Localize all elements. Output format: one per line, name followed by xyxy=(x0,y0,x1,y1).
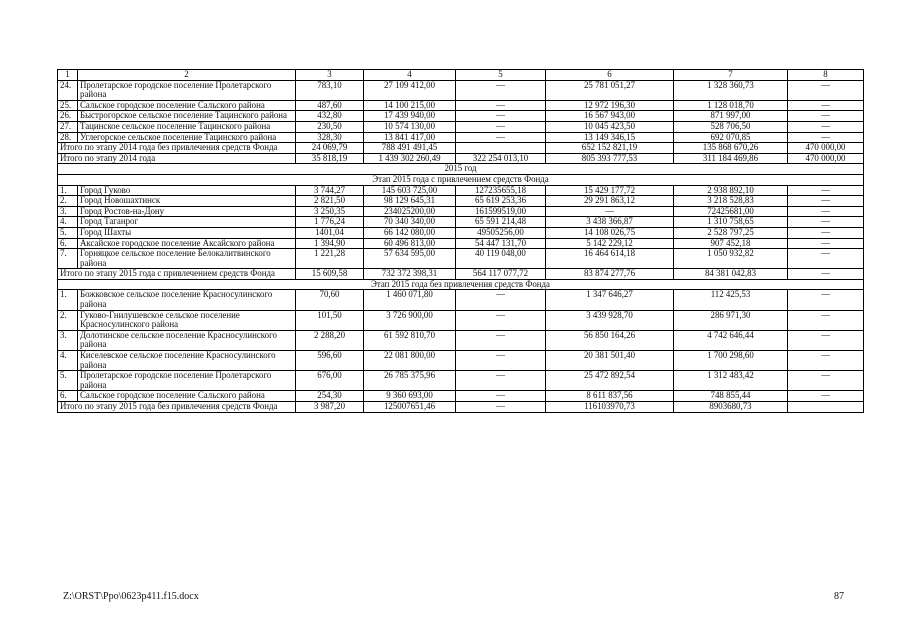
cell-total-cost: 1 439 302 260,49 xyxy=(364,153,456,164)
cell-regional-budget: 15 429 177,72 xyxy=(546,185,674,196)
cell-area: 101,50 xyxy=(296,310,364,330)
table-row xyxy=(58,217,864,228)
cell-regional-budget: — xyxy=(546,206,674,217)
cell-area: 328,30 xyxy=(296,132,364,143)
municipality-name: Пролетарское городское поселение Пролетарского района xyxy=(78,371,296,391)
municipality-name: Гуково-Гнилушевское сельское поселение Красносулинского района xyxy=(78,310,296,330)
cell-fund: — xyxy=(456,391,546,402)
municipality-name: Горняцкое сельское поселение Белокалитвинского района xyxy=(78,249,296,269)
cell-other: — xyxy=(788,249,864,269)
cell-local-budget: 692 070,85 xyxy=(674,132,788,143)
table-row xyxy=(58,290,864,310)
row-number: 25. xyxy=(58,100,78,111)
page-number: 87 xyxy=(834,591,844,602)
cell-regional-budget: 20 381 501,40 xyxy=(546,351,674,371)
municipality-name: Тацинское сельское поселение Тацинского района xyxy=(78,121,296,132)
cell-local-budget: 286 971,30 xyxy=(674,310,788,330)
cell-regional-budget: 12 972 196,30 xyxy=(546,100,674,111)
cell-total-cost: 234025200,00 xyxy=(364,206,456,217)
cell-local-budget: 1 328 360,73 xyxy=(674,80,788,100)
section-header-row xyxy=(58,174,864,185)
cell-total-cost: 26 785 375,96 xyxy=(364,371,456,391)
cell-local-budget: 4 742 646,44 xyxy=(674,330,788,350)
cell-other: 470 000,00 xyxy=(788,153,864,164)
cell-other: — xyxy=(788,269,864,280)
table-row xyxy=(58,391,864,402)
row-number: 2. xyxy=(58,310,78,330)
cell-fund: — xyxy=(456,371,546,391)
cell-total-cost: 66 142 080,00 xyxy=(364,227,456,238)
header-row xyxy=(58,70,864,81)
cell-fund: 322 254 013,10 xyxy=(456,153,546,164)
cell-area: 1401,04 xyxy=(296,227,364,238)
cell-other: — xyxy=(788,111,864,122)
cell-local-budget: 311 184 469,86 xyxy=(674,153,788,164)
row-number: 1. xyxy=(58,290,78,310)
table-row xyxy=(58,132,864,143)
total-label: Итого по этапу 2015 года без привлечения средств Фонда xyxy=(58,402,296,413)
header-cell: 3 xyxy=(296,70,364,81)
cell-other: — xyxy=(788,206,864,217)
cell-regional-budget: 56 850 164,26 xyxy=(546,330,674,350)
row-number: 6. xyxy=(58,391,78,402)
cell-total-cost: 57 634 595,00 xyxy=(364,249,456,269)
cell-other: — xyxy=(788,310,864,330)
footer-file-path: Z:\ORST\Ppo\0623p411.f15.docx xyxy=(63,591,199,602)
row-number: 6. xyxy=(58,238,78,249)
cell-regional-budget: 16 464 614,18 xyxy=(546,249,674,269)
municipality-name: Город Ростов-на-Дону xyxy=(78,206,296,217)
row-number: 4. xyxy=(58,351,78,371)
header-cell: 6 xyxy=(546,70,674,81)
cell-area: 596,60 xyxy=(296,351,364,371)
cell-other: — xyxy=(788,391,864,402)
cell-area: 230,50 xyxy=(296,121,364,132)
municipality-name: Пролетарское городское поселение Пролетарского района xyxy=(78,80,296,100)
cell-local-budget: 135 868 670,26 xyxy=(674,143,788,154)
cell-total-cost: 61 592 810,70 xyxy=(364,330,456,350)
cell-area: 15 609,58 xyxy=(296,269,364,280)
total-label: Итого по этапу 2015 года с привлечением средств Фонда xyxy=(58,269,296,280)
cell-fund: 127235655,18 xyxy=(456,185,546,196)
cell-regional-budget: 652 152 821,19 xyxy=(546,143,674,154)
cell-regional-budget: 3 439 928,70 xyxy=(546,310,674,330)
table-row xyxy=(58,121,864,132)
cell-fund: — xyxy=(456,100,546,111)
cell-fund xyxy=(456,143,546,154)
cell-total-cost: 14 100 215,00 xyxy=(364,100,456,111)
table-row xyxy=(58,371,864,391)
cell-local-budget: 8903680,73 xyxy=(674,402,788,413)
municipality-name: Долотинское сельское поселение Красносулинского района xyxy=(78,330,296,350)
total-row xyxy=(58,402,864,413)
cell-regional-budget: 10 045 423,50 xyxy=(546,121,674,132)
cell-fund: — xyxy=(456,402,546,413)
data-table xyxy=(57,69,864,413)
cell-local-budget: 72425681,00 xyxy=(674,206,788,217)
cell-regional-budget: 805 393 777,53 xyxy=(546,153,674,164)
cell-local-budget: 1 050 932,82 xyxy=(674,249,788,269)
cell-fund: — xyxy=(456,132,546,143)
cell-total-cost: 60 496 813,00 xyxy=(364,238,456,249)
table-row xyxy=(58,111,864,122)
cell-area: 1 221,28 xyxy=(296,249,364,269)
cell-total-cost: 17 439 940,00 xyxy=(364,111,456,122)
table-row xyxy=(58,351,864,371)
cell-area: 254,30 xyxy=(296,391,364,402)
cell-area: 70,60 xyxy=(296,290,364,310)
municipality-name: Киселевское сельское поселение Красносулинского района xyxy=(78,351,296,371)
municipality-name: Город Шахты xyxy=(78,227,296,238)
cell-area: 2 821,50 xyxy=(296,196,364,207)
cell-total-cost: 732 372 398,31 xyxy=(364,269,456,280)
row-number: 7. xyxy=(58,249,78,269)
cell-regional-budget: 25 472 892,54 xyxy=(546,371,674,391)
cell-total-cost: 1 460 071,80 xyxy=(364,290,456,310)
section-title: 2015 год xyxy=(58,164,864,175)
section-header-row xyxy=(58,279,864,290)
cell-local-budget: 3 218 528,83 xyxy=(674,196,788,207)
table-row xyxy=(58,185,864,196)
total-label: Итого по этапу 2014 года без привлечения средств Фонда xyxy=(58,143,296,154)
cell-total-cost: 70 340 340,00 xyxy=(364,217,456,228)
cell-other: — xyxy=(788,185,864,196)
cell-fund: — xyxy=(456,121,546,132)
cell-total-cost: 13 841 417,00 xyxy=(364,132,456,143)
cell-fund: 564 117 077,72 xyxy=(456,269,546,280)
cell-fund: — xyxy=(456,290,546,310)
row-number: 2. xyxy=(58,196,78,207)
cell-fund: 65 591 214,48 xyxy=(456,217,546,228)
cell-area: 3 987,20 xyxy=(296,402,364,413)
cell-other: 470 000,00 xyxy=(788,143,864,154)
cell-total-cost: 788 491 491,45 xyxy=(364,143,456,154)
cell-local-budget: 2 528 797,25 xyxy=(674,227,788,238)
cell-regional-budget: 14 108 026,75 xyxy=(546,227,674,238)
cell-other: — xyxy=(788,238,864,249)
cell-other: — xyxy=(788,217,864,228)
section-title: Этап 2015 года с привлечением средств Фонда xyxy=(58,174,864,185)
cell-area: 1 394,90 xyxy=(296,238,364,249)
cell-area: 432,80 xyxy=(296,111,364,122)
cell-other: — xyxy=(788,132,864,143)
cell-other: — xyxy=(788,330,864,350)
table-row xyxy=(58,330,864,350)
municipality-name: Сальское городское поселение Сальского района xyxy=(78,100,296,111)
cell-total-cost: 9 360 693,00 xyxy=(364,391,456,402)
cell-local-budget: 528 706,50 xyxy=(674,121,788,132)
cell-area: 2 288,20 xyxy=(296,330,364,350)
table-row xyxy=(58,100,864,111)
cell-fund: 40 119 048,00 xyxy=(456,249,546,269)
table-row xyxy=(58,238,864,249)
municipality-name: Божковское сельское поселение Красносулинского района xyxy=(78,290,296,310)
table-row xyxy=(58,227,864,238)
row-number: 5. xyxy=(58,371,78,391)
cell-local-budget: 112 425,53 xyxy=(674,290,788,310)
cell-local-budget: 2 938 892,10 xyxy=(674,185,788,196)
cell-local-budget: 1 310 758,65 xyxy=(674,217,788,228)
cell-local-budget: 1 312 483,42 xyxy=(674,371,788,391)
cell-regional-budget: 25 781 051,27 xyxy=(546,80,674,100)
row-number: 26. xyxy=(58,111,78,122)
cell-area: 676,00 xyxy=(296,371,364,391)
cell-total-cost: 22 081 800,00 xyxy=(364,351,456,371)
cell-local-budget: 748 855,44 xyxy=(674,391,788,402)
municipality-name: Город Новошахтинск xyxy=(78,196,296,207)
cell-other: — xyxy=(788,371,864,391)
cell-regional-budget: 16 567 943,00 xyxy=(546,111,674,122)
cell-area: 487,60 xyxy=(296,100,364,111)
row-number: 28. xyxy=(58,132,78,143)
document-table-container xyxy=(57,69,863,413)
header-cell: 8 xyxy=(788,70,864,81)
cell-regional-budget: 3 438 366,87 xyxy=(546,217,674,228)
cell-other: — xyxy=(788,227,864,238)
row-number: 3. xyxy=(58,330,78,350)
municipality-name: Аксайское городское поселение Аксайского района xyxy=(78,238,296,249)
municipality-name: Углегорское сельское поселение Тацинского района xyxy=(78,132,296,143)
cell-other: — xyxy=(788,100,864,111)
cell-regional-budget: 116103970,73 xyxy=(546,402,674,413)
cell-total-cost: 145 603 725,00 xyxy=(364,185,456,196)
cell-local-budget: 907 452,18 xyxy=(674,238,788,249)
header-cell: 7 xyxy=(674,70,788,81)
total-row xyxy=(58,143,864,154)
municipality-name: Город Таганрог xyxy=(78,217,296,228)
cell-fund: — xyxy=(456,351,546,371)
cell-fund: — xyxy=(456,310,546,330)
cell-regional-budget: 83 874 277,76 xyxy=(546,269,674,280)
cell-other: — xyxy=(788,351,864,371)
cell-other: — xyxy=(788,80,864,100)
total-row xyxy=(58,269,864,280)
total-row xyxy=(58,153,864,164)
header-cell: 5 xyxy=(456,70,546,81)
cell-local-budget: 871 997,00 xyxy=(674,111,788,122)
cell-total-cost: 10 574 130,00 xyxy=(364,121,456,132)
cell-other: — xyxy=(788,290,864,310)
cell-regional-budget: 13 149 346,15 xyxy=(546,132,674,143)
cell-regional-budget: 29 291 863,12 xyxy=(546,196,674,207)
row-number: 24. xyxy=(58,80,78,100)
cell-area: 35 818,19 xyxy=(296,153,364,164)
cell-regional-budget: 8 611 837,56 xyxy=(546,391,674,402)
table-row xyxy=(58,80,864,100)
municipality-name: Сальское городское поселение Сальского района xyxy=(78,391,296,402)
cell-fund: 49505256,00 xyxy=(456,227,546,238)
municipality-name: Быстрогорское сельское поселение Тацинского района xyxy=(78,111,296,122)
cell-other: — xyxy=(788,121,864,132)
cell-fund: — xyxy=(456,80,546,100)
table-row xyxy=(58,249,864,269)
table-row xyxy=(58,196,864,207)
cell-area: 1 776,24 xyxy=(296,217,364,228)
total-label: Итого по этапу 2014 года xyxy=(58,153,296,164)
cell-regional-budget: 1 347 646,27 xyxy=(546,290,674,310)
cell-fund: 65 619 253,36 xyxy=(456,196,546,207)
cell-other: — xyxy=(788,196,864,207)
cell-total-cost: 98 129 645,31 xyxy=(364,196,456,207)
cell-local-budget: 1 700 298,60 xyxy=(674,351,788,371)
section-title: Этап 2015 года без привлечения средств Фонда xyxy=(58,279,864,290)
cell-total-cost: 3 726 900,00 xyxy=(364,310,456,330)
header-cell: 4 xyxy=(364,70,456,81)
row-number: 27. xyxy=(58,121,78,132)
cell-fund: — xyxy=(456,111,546,122)
cell-total-cost: 27 109 412,00 xyxy=(364,80,456,100)
municipality-name: Город Гуково xyxy=(78,185,296,196)
cell-total-cost: 125007651,46 xyxy=(364,402,456,413)
cell-area: 24 069,79 xyxy=(296,143,364,154)
cell-other xyxy=(788,402,864,413)
table-row xyxy=(58,310,864,330)
table-row xyxy=(58,206,864,217)
cell-area: 3 744,27 xyxy=(296,185,364,196)
row-number: 5. xyxy=(58,227,78,238)
cell-area: 3 250,35 xyxy=(296,206,364,217)
cell-fund: 161599519,00 xyxy=(456,206,546,217)
cell-fund: 54 447 131,70 xyxy=(456,238,546,249)
row-number: 4. xyxy=(58,217,78,228)
row-number: 1. xyxy=(58,185,78,196)
row-number: 3. xyxy=(58,206,78,217)
cell-fund: — xyxy=(456,330,546,350)
cell-local-budget: 84 381 042,83 xyxy=(674,269,788,280)
header-cell: 1 xyxy=(58,70,78,81)
cell-local-budget: 1 128 018,70 xyxy=(674,100,788,111)
cell-area: 783,10 xyxy=(296,80,364,100)
section-header-row xyxy=(58,164,864,175)
header-cell: 2 xyxy=(78,70,296,81)
cell-regional-budget: 5 142 229,12 xyxy=(546,238,674,249)
